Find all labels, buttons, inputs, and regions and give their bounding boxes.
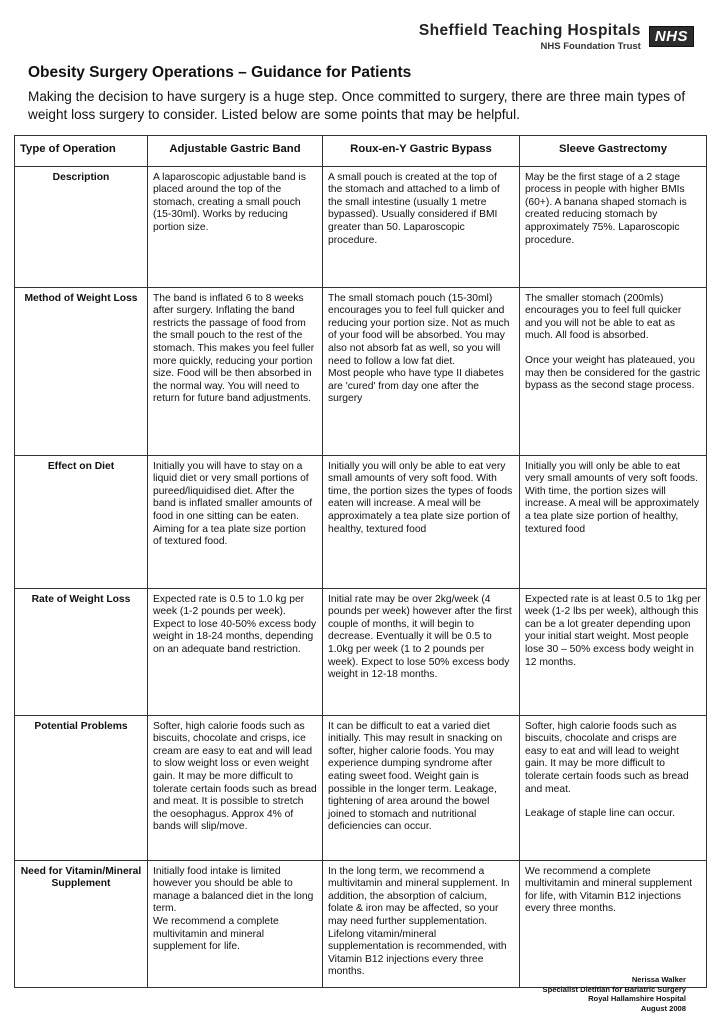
row-label: Potential Problems <box>15 715 148 860</box>
row-label: Need for Vitamin/Mineral Supplement <box>15 860 148 987</box>
table-cell <box>148 588 323 715</box>
cell-text: Leakage of staple line can occur. <box>525 808 675 820</box>
table-cell <box>520 715 707 860</box>
author-name: Nerissa Walker <box>631 975 686 984</box>
cell-text: Initially you will have to stay on a liquid diet or very small portions of pureed/liquidised diet. After the band is inflated smaller amounts of food in one sitting can be eaten. Aiming for a tea plate size portion of textured food. <box>153 460 313 548</box>
table-row-rate <box>15 588 707 715</box>
row-label: Description <box>15 166 148 287</box>
organisation-name: Sheffield Teaching Hospitals <box>418 22 641 39</box>
table-cell <box>148 287 323 455</box>
cell-text: It can be difficult to eat a varied diet initially. This may result in snacking on softer, higher calorie foods. You may experience dumping syndrome after eating sweet food. Weight gain is possible in the longer term. Leakage, tightening of area around the bowel joined to stomach and nutritional deficiencies can occur. <box>328 720 503 833</box>
author-hospital: Royal Hallamshire Hospital <box>588 994 686 1004</box>
table-row-description <box>15 166 707 287</box>
cell-text: The band is inflated 6 to 8 weeks after surgery. Inflating the band restricts the passage of food from the small pouch to the rest of the stomach. This makes you feel fuller more quickly, reducing your portion size. Food will be then absorbed in the normal way. You will need to return for future band adjustments. <box>153 292 315 405</box>
table-cell <box>520 588 707 715</box>
author-signature <box>543 975 686 1013</box>
cell-text: Initial rate may be over 2kg/week (4 pounds per week) however after the first couple of months, it will begin to decrease. Eventually it will be 0.5 to 1.0kg per week (1 to 2 pounds per week). Expect to lose 50% excess body weight in 12-18 months. <box>328 593 512 681</box>
cell-text: We recommend a complete multivitamin and mineral supplement for life, with Vitamin B12 injections every three months. <box>525 865 693 915</box>
table-cell <box>148 166 323 287</box>
operations-table <box>14 135 707 988</box>
table-cell <box>148 715 323 860</box>
cell-text: Softer, high calorie foods such as biscuits, chocolate and crisps, ice cream are easy to eat and will lead to slow weight loss or even weight gain. It may be more difficult to tolerate certain foods such as bread and meat. It is possible to stretch the oesophagus. Approx 4% of bands will slip/move. <box>153 720 317 833</box>
table-cell <box>323 166 520 287</box>
cell-text: Initially you will only be able to eat very small amounts of very soft foods. With time, the portion sizes will increase. A meal will be approximately a tea plate size portion of healthy, textured food <box>525 460 699 535</box>
row-label: Method of Weight Loss <box>15 287 148 455</box>
table-cell <box>323 860 520 987</box>
table-cell <box>520 860 707 987</box>
table-cell <box>148 455 323 588</box>
nhs-logo: NHS <box>649 26 694 47</box>
table-cell <box>520 287 707 455</box>
column-header-bypass: Roux-en-Y Gastric Bypass <box>323 136 520 167</box>
table-cell <box>148 860 323 987</box>
cell-text: The smaller stomach (200mls) encourages you to feel full quicker and you will not be able to eat as much. All food is absorbed. <box>525 292 682 342</box>
table-cell <box>323 588 520 715</box>
column-header-type: Type of Operation <box>15 136 148 167</box>
table-row-supplement <box>15 860 707 987</box>
cell-text: Expected rate is 0.5 to 1.0 kg per week (1-2 pounds per week). Expect to lose 40-50% excess body weight in 18-24 months, depending on an adequate band restriction. <box>153 593 317 655</box>
cell-text: In the long term, we recommend a multivitamin and mineral supplement. In addition, the absorption of calcium, folate & iron may be affected, so your may need further supplementation. Lifelong vitamin/mineral supplementation is recommended, with Vitamin B12 injections every three months. <box>328 865 510 978</box>
cell-text: The small stomach pouch (15-30ml) encourages you to feel full quicker and reducing your portion size. Not as much of your food will be absorbed. You may also not absorb fat as well, so you will need to follow a low fat diet. <box>328 292 510 367</box>
column-header-sleeve: Sleeve Gastrectomy <box>520 136 707 167</box>
intro-paragraph: Making the decision to have surgery is a huge step. Once committed to surgery, there are three main types of weight loss surgery to consider. Listed below are some points that may be helpful. <box>28 89 686 122</box>
document-date: August 2008 <box>640 1003 686 1013</box>
cell-text: Initially food intake is limited however you should be able to manage a balanced diet in the long term. <box>153 865 314 915</box>
document-title: Obesity Surgery Operations – Guidance for Patients <box>28 64 412 81</box>
table-header-row <box>15 136 707 167</box>
cell-text: Once your weight has plateaued, you may then be considered for the gastric bypass as the second stage process. <box>525 354 701 392</box>
cell-text: Initially you will only be able to eat very small amounts of very soft food. With time, the portion sizes the types of foods eaten will increase. A meal will be approximately a tea plate size portion of healthy, textured food <box>328 460 513 535</box>
organisation-subtitle: NHS Foundation Trust <box>540 41 641 52</box>
column-header-band: Adjustable Gastric Band <box>148 136 323 167</box>
organisation-block <box>419 22 641 52</box>
row-label: Effect on Diet <box>15 455 148 588</box>
cell-text: Most people who have type II diabetes are 'cured' from day one after the surgery <box>328 368 504 405</box>
table-cell <box>323 715 520 860</box>
cell-text: Softer, high calorie foods such as biscuits, chocolate and crisps are easy to eat and will lead to weight gain. It may be more difficult to tolerate certain foods such as bread and meat. <box>525 720 689 795</box>
row-label: Rate of Weight Loss <box>15 588 148 715</box>
table-row-method <box>15 287 707 455</box>
page-header <box>419 22 694 52</box>
author-role: Specialist Dietitian for Bariatric Surgery <box>542 984 686 994</box>
cell-text: May be the first stage of a 2 stage process in people with higher BMIs (60+). A banana shaped stomach is created reducing stomach by approximately 75%. Laparoscopic procedure. <box>525 171 687 246</box>
table-cell <box>520 166 707 287</box>
table-cell <box>323 455 520 588</box>
cell-text: A laparoscopic adjustable band is placed around the top of the stomach, creating a small pouch (15-30ml). Works by reducing portion size. <box>153 171 306 233</box>
table-cell <box>520 455 707 588</box>
table-row-problems <box>15 715 707 860</box>
table-row-diet <box>15 455 707 588</box>
cell-text: Expected rate is at least 0.5 to 1kg per week (1-2 lbs per week), although this can be a lot greater depending upon your initial start weight. Most people lose 30 – 50% excess body weight in 12 months. <box>525 593 701 668</box>
table-cell <box>323 287 520 455</box>
cell-text: A small pouch is created at the top of the stomach and attached to a limb of the small intestine (usually 1 metre bypassed). Usually considered if BMI greater than 50. Laparoscopic procedure. <box>328 171 500 246</box>
cell-text: We recommend a complete multivitamin and mineral supplement for life. <box>153 915 279 953</box>
